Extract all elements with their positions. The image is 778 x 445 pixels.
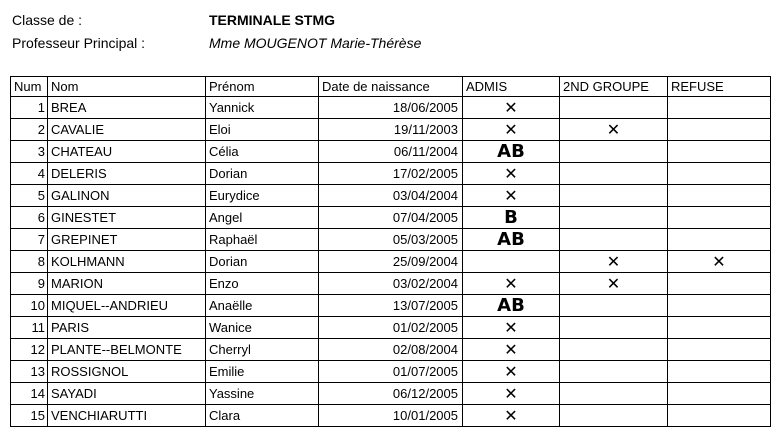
- col-header-refuse: REFUSE: [668, 77, 771, 97]
- handwritten-mark: ✕: [504, 384, 518, 403]
- row-nom: GINESTET: [48, 207, 206, 229]
- row-second-groupe-mark: [560, 295, 668, 317]
- table-row: [11, 229, 771, 251]
- row-admis-mark: [463, 361, 560, 383]
- row-num: 12: [11, 339, 48, 361]
- row-second-groupe-mark: [560, 251, 668, 273]
- row-second-groupe-mark: [560, 339, 668, 361]
- teacher-value: Mme MOUGENOT Marie-Thérèse: [209, 35, 422, 51]
- handwritten-mark: ✕: [504, 274, 518, 293]
- row-date: 06/11/2004: [319, 141, 463, 163]
- row-refuse-mark: [668, 383, 771, 405]
- handwritten-mark: ✕: [504, 120, 518, 139]
- row-admis-mark: [463, 405, 560, 427]
- row-refuse-mark: [668, 339, 771, 361]
- row-second-groupe-mark: [560, 97, 668, 119]
- row-second-groupe-mark: [560, 317, 668, 339]
- handwritten-mark: ✕: [504, 362, 518, 381]
- handwritten-mark: ✕: [606, 274, 621, 293]
- row-second-groupe-mark: [560, 141, 668, 163]
- row-second-groupe-mark: [560, 383, 668, 405]
- handwritten-mark: AB: [497, 141, 525, 162]
- row-date: 03/04/2004: [319, 185, 463, 207]
- row-num: 3: [11, 141, 48, 163]
- row-date: 01/02/2005: [319, 317, 463, 339]
- row-num: 4: [11, 163, 48, 185]
- row-admis-mark: [463, 141, 560, 163]
- row-nom: MARION: [48, 273, 206, 295]
- row-num: 13: [11, 361, 48, 383]
- row-prenom: Dorian: [206, 251, 319, 273]
- row-prenom: Wanice: [206, 317, 319, 339]
- table-row: [11, 97, 771, 119]
- row-refuse-mark: [668, 97, 771, 119]
- row-prenom: Célia: [206, 141, 319, 163]
- row-num: 6: [11, 207, 48, 229]
- row-num: 2: [11, 119, 48, 141]
- row-nom: CAVALIE: [48, 119, 206, 141]
- row-nom: KOLHMANN: [48, 251, 206, 273]
- row-nom: PARIS: [48, 317, 206, 339]
- row-admis-mark: [463, 97, 560, 119]
- row-prenom: Raphaël: [206, 229, 319, 251]
- row-date: 01/07/2005: [319, 361, 463, 383]
- row-refuse-mark: [668, 317, 771, 339]
- row-date: 10/01/2005: [319, 405, 463, 427]
- row-second-groupe-mark: [560, 185, 668, 207]
- handwritten-mark: AB: [497, 295, 525, 316]
- row-nom: ROSSIGNOL: [48, 361, 206, 383]
- row-admis-mark: [463, 185, 560, 207]
- col-header-second-groupe: 2ND GROUPE: [560, 77, 668, 97]
- table-row: [11, 163, 771, 185]
- row-refuse-mark: [668, 229, 771, 251]
- row-num: 1: [11, 97, 48, 119]
- row-prenom: Yassine: [206, 383, 319, 405]
- row-prenom: Clara: [206, 405, 319, 427]
- row-second-groupe-mark: [560, 163, 668, 185]
- row-second-groupe-mark: [560, 405, 668, 427]
- row-second-groupe-mark: [560, 361, 668, 383]
- handwritten-mark: ✕: [712, 252, 726, 271]
- table-row: [11, 185, 771, 207]
- row-nom: DELERIS: [48, 163, 206, 185]
- row-refuse-mark: [668, 251, 771, 273]
- handwritten-mark: ✕: [504, 98, 518, 117]
- row-admis-mark: [463, 229, 560, 251]
- table-row: [11, 141, 771, 163]
- row-refuse-mark: [668, 207, 771, 229]
- row-prenom: Yannick: [206, 97, 319, 119]
- row-num: 8: [11, 251, 48, 273]
- row-nom: SAYADI: [48, 383, 206, 405]
- handwritten-mark: ✕: [606, 252, 621, 271]
- row-date: 03/02/2004: [319, 273, 463, 295]
- row-date: 18/06/2005: [319, 97, 463, 119]
- row-admis-mark: [463, 295, 560, 317]
- row-refuse-mark: [668, 405, 771, 427]
- row-date: 05/03/2005: [319, 229, 463, 251]
- handwritten-mark: ✕: [504, 186, 518, 205]
- handwritten-mark: ✕: [504, 318, 518, 337]
- row-admis-mark: [463, 339, 560, 361]
- row-admis-mark: [463, 273, 560, 295]
- row-nom: GREPINET: [48, 229, 206, 251]
- col-header-admis: ADMIS: [463, 77, 560, 97]
- row-num: 5: [11, 185, 48, 207]
- row-admis-mark: [463, 251, 560, 273]
- row-nom: PLANTE--BELMONTE: [48, 339, 206, 361]
- row-admis-mark: [463, 383, 560, 405]
- row-admis-mark: [463, 207, 560, 229]
- table-row: [11, 251, 771, 273]
- row-num: 7: [11, 229, 48, 251]
- row-prenom: Enzo: [206, 273, 319, 295]
- row-date: 07/04/2005: [319, 207, 463, 229]
- row-second-groupe-mark: [560, 273, 668, 295]
- row-nom: MIQUEL--ANDRIEU: [48, 295, 206, 317]
- row-prenom: Angel: [206, 207, 319, 229]
- handwritten-mark: B: [504, 207, 518, 228]
- row-num: 15: [11, 405, 48, 427]
- row-nom: CHATEAU: [48, 141, 206, 163]
- table-row: [11, 295, 771, 317]
- table-row: [11, 383, 771, 405]
- row-prenom: Cherryl: [206, 339, 319, 361]
- handwritten-mark: ✕: [504, 406, 518, 425]
- row-date: 25/09/2004: [319, 251, 463, 273]
- results-table: [10, 76, 771, 427]
- table-row: [11, 361, 771, 383]
- row-refuse-mark: [668, 295, 771, 317]
- row-nom: BREA: [48, 97, 206, 119]
- row-prenom: Anaëlle: [206, 295, 319, 317]
- row-prenom: Eurydice: [206, 185, 319, 207]
- teacher-label: Professeur Principal :: [12, 35, 146, 51]
- row-date: 06/12/2005: [319, 383, 463, 405]
- row-refuse-mark: [668, 141, 771, 163]
- row-refuse-mark: [668, 361, 771, 383]
- table-row: [11, 317, 771, 339]
- table-body: [11, 97, 771, 427]
- row-prenom: Dorian: [206, 163, 319, 185]
- row-date: 19/11/2003: [319, 119, 463, 141]
- row-nom: GALINON: [48, 185, 206, 207]
- handwritten-mark: ✕: [504, 340, 518, 359]
- col-header-date: Date de naissance: [319, 77, 463, 97]
- row-refuse-mark: [668, 185, 771, 207]
- row-second-groupe-mark: [560, 119, 668, 141]
- handwritten-mark: AB: [497, 229, 525, 250]
- table-row: [11, 273, 771, 295]
- row-second-groupe-mark: [560, 229, 668, 251]
- row-nom: VENCHIARUTTI: [48, 405, 206, 427]
- table-row: [11, 405, 771, 427]
- class-value: TERMINALE STMG: [209, 12, 335, 28]
- row-refuse-mark: [668, 163, 771, 185]
- row-prenom: Emilie: [206, 361, 319, 383]
- row-admis-mark: [463, 163, 560, 185]
- row-num: 10: [11, 295, 48, 317]
- col-header-nom: Nom: [48, 77, 206, 97]
- handwritten-mark: ✕: [504, 164, 518, 183]
- row-date: 17/02/2005: [319, 163, 463, 185]
- row-refuse-mark: [668, 119, 771, 141]
- row-date: 13/07/2005: [319, 295, 463, 317]
- table-header-row: [11, 77, 771, 97]
- table-row: [11, 339, 771, 361]
- row-prenom: Eloi: [206, 119, 319, 141]
- row-date: 02/08/2004: [319, 339, 463, 361]
- row-second-groupe-mark: [560, 207, 668, 229]
- row-num: 14: [11, 383, 48, 405]
- col-header-num: Num: [11, 77, 48, 97]
- row-admis-mark: [463, 317, 560, 339]
- row-num: 9: [11, 273, 48, 295]
- row-num: 11: [11, 317, 48, 339]
- row-admis-mark: [463, 119, 560, 141]
- table-row: [11, 119, 771, 141]
- handwritten-mark: ✕: [606, 120, 621, 139]
- table-row: [11, 207, 771, 229]
- row-refuse-mark: [668, 273, 771, 295]
- col-header-prenom: Prénom: [206, 77, 319, 97]
- class-label: Classe de :: [12, 12, 83, 28]
